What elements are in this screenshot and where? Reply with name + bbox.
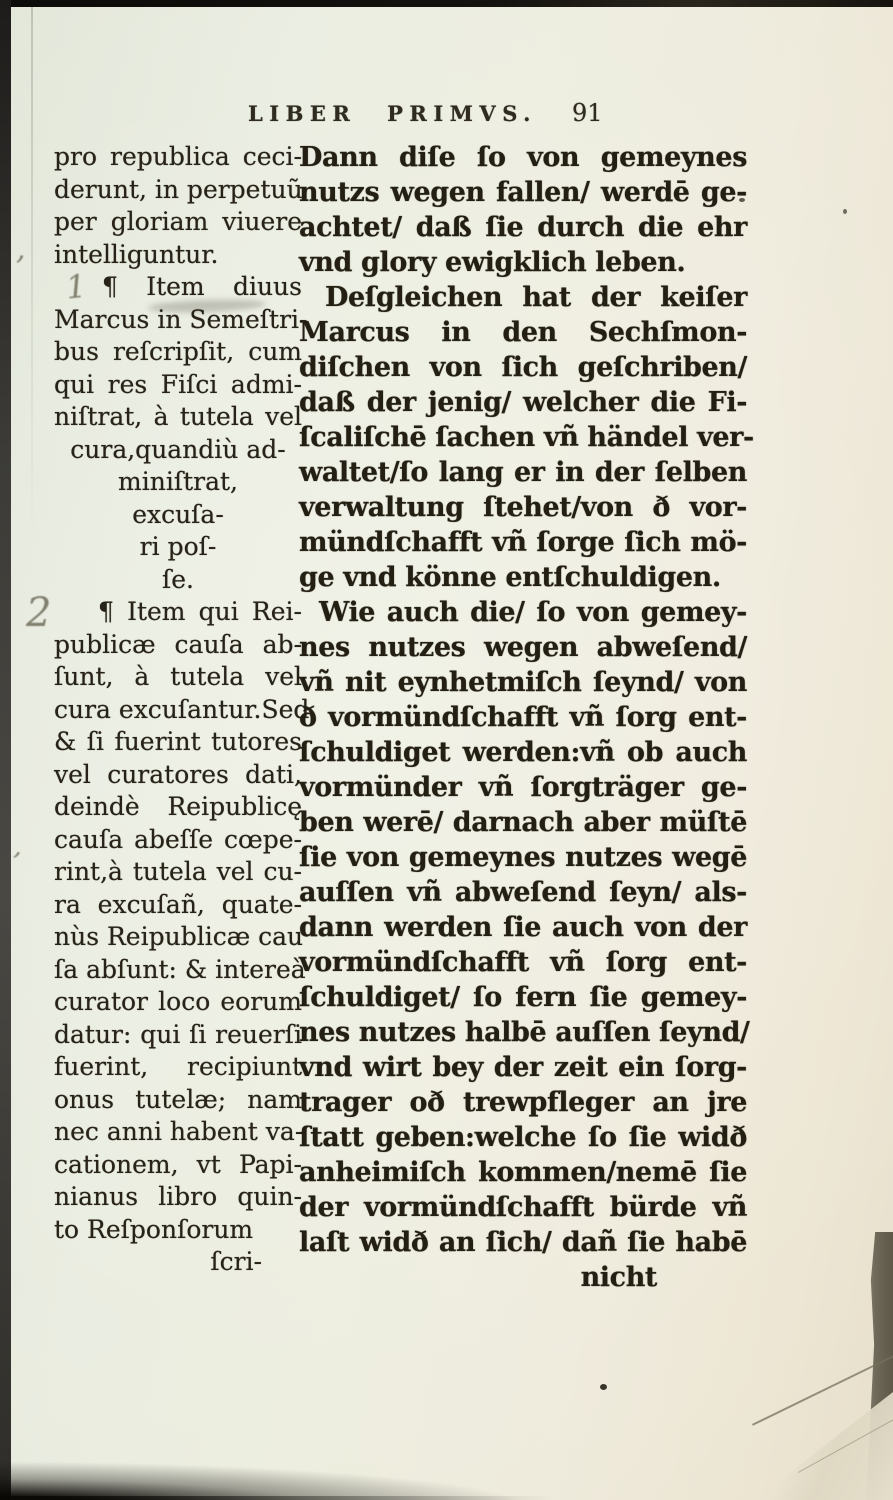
- text-line: & ſi fuerint tutores: [54, 727, 302, 756]
- bottom-left-shadow: [0, 1462, 520, 1500]
- text-line: auſſen vñ abweſend ſeyn/ als-: [299, 877, 747, 908]
- text-line: vñ nit eynhetmiſch ſeynd/ von: [299, 667, 747, 698]
- text-line: ſa abſunt: & intereà: [54, 954, 306, 984]
- text-line: ¶ Item qui Rei-: [98, 597, 302, 626]
- text-line: Marcus in Semeſtri-: [54, 304, 308, 334]
- text-line: ri poſ-: [139, 532, 217, 561]
- text-line: cura excuſantur.Sed: [54, 694, 310, 724]
- page-number: 91: [572, 99, 603, 127]
- text-line: nec anni habent va-: [54, 1117, 304, 1146]
- text-line: ſie von gemeynes nutzes wegē: [299, 842, 747, 873]
- bottom-edge-line: [0, 1496, 554, 1500]
- text-line: ð vormündſchafft vñ ſorg ent-: [299, 702, 747, 733]
- text-line: mündſchafft vñ ſorge ſich mö-: [299, 527, 747, 558]
- text-line: ſtatt geben:welche ſo ſie widð: [299, 1122, 747, 1153]
- text-line: ſchuldiget werden:vñ ob auch: [299, 737, 747, 768]
- text-line: derunt, in perpetuũ: [54, 174, 303, 204]
- text-line: deindè Reipublicę: [54, 792, 302, 821]
- text-line: daß der jenig/ welcher die Fi-: [299, 387, 747, 418]
- text-line: vormündſchafft vñ ſorg ent-: [299, 947, 747, 978]
- text-line: rint,à tutela vel cu-: [54, 857, 302, 886]
- text-line: vel curatores dati,: [54, 759, 302, 789]
- handwritten-margin-mark: ʼ: [6, 847, 22, 879]
- handwritten-margin-mark: 1: [64, 267, 89, 307]
- photo-top-edge: [0, 0, 893, 7]
- text-line: to Reſponſorum: [54, 1214, 254, 1244]
- text-line: miniſtrat,: [118, 467, 238, 496]
- text-line: diſchen von ſich geſchriben/: [299, 352, 747, 383]
- text-line: cauſa abeſſe cœpe-: [54, 824, 302, 854]
- text-line: fuerint, recipiunt: [54, 1052, 302, 1081]
- text-line: Deſgleichen hat der keiſer: [325, 282, 747, 313]
- text-line: Marcus in den Sechſmon-: [299, 317, 747, 348]
- ink-speck: [600, 1384, 607, 1390]
- text-line: nes nutzes wegen abweſend/: [299, 632, 747, 663]
- text-line: nes nutzes halbē auſſen ſeynd/: [299, 1017, 750, 1048]
- text-line: excuſa-: [132, 499, 224, 529]
- text-line: nùs Reipublicæ cau: [54, 922, 304, 951]
- text-line: cura,quandiù ad-: [70, 434, 286, 464]
- text-line: ra excuſañ, quate-: [54, 889, 302, 919]
- text-line: trager oð trewpfleger an jre: [299, 1087, 747, 1118]
- handwritten-margin-mark: 2: [26, 590, 52, 636]
- folded-corner: [743, 1380, 893, 1500]
- text-line: onus tutelæ; nam: [54, 1084, 302, 1114]
- text-line: ge vnd könne entſchuldigen.: [299, 562, 721, 593]
- text-line: qui res Fiſci admi-: [54, 369, 302, 399]
- text-line: laſt widð an ſich/ dañ ſie habē: [299, 1227, 747, 1258]
- text-line: vormünder vñ ſorgträger ge-: [299, 772, 747, 803]
- page-fold-line: [31, 7, 33, 547]
- text-line: niſtrat, à tutela vel: [54, 402, 302, 431]
- text-line: Dann diſe ſo von gemeynes: [299, 142, 747, 173]
- text-line: bus reſcripſit, cum: [54, 337, 302, 366]
- text-line: achtet/ daß ſie durch die ehr: [299, 212, 747, 243]
- text-line: nianus libro quin-: [54, 1182, 302, 1211]
- text-line: der vormündſchafft bürde vñ: [299, 1192, 747, 1223]
- text-line: ſunt, à tutela vel: [54, 662, 302, 691]
- text-line: ſe.: [162, 564, 194, 594]
- text-line: waltet/ſo lang er in der ſelben: [299, 457, 747, 488]
- text-line: nutzs wegen fallen/ werdē ge-: [299, 177, 747, 208]
- running-title: LIBER PRIMVS.: [248, 101, 537, 126]
- text-line: ſcaliſchē ſachen vñ händel ver-: [299, 422, 754, 453]
- german-column: [299, 140, 754, 1295]
- text-line: ben werē/ darnach aber müſtē: [299, 807, 747, 838]
- text-line: datur: qui ſi reuerſi: [54, 1019, 302, 1049]
- text-line: intelliguntur.: [54, 239, 219, 269]
- text-line: curator loco eorum: [54, 987, 302, 1016]
- handwritten-margin-mark: ,: [16, 232, 26, 267]
- text-line: ſcri-: [210, 1247, 262, 1276]
- text-line: dann werden ſie auch von der: [299, 912, 747, 943]
- text-line: Wie auch die/ ſo von gemey-: [319, 597, 747, 628]
- text-line: vnd glory ewigklich leben.: [299, 247, 686, 278]
- text-line: ſchuldiget/ ſo fern ſie gemey-: [299, 982, 747, 1013]
- latin-column: [54, 141, 310, 1279]
- text-line: publicæ cauſa ab-: [54, 629, 302, 659]
- text-line: pro republica ceci-: [54, 142, 302, 171]
- text-line: cationem, vt Papi-: [54, 1149, 302, 1179]
- text-line: ¶ Item diuus: [102, 272, 302, 301]
- text-line: verwaltung ſtehet/von ð vor-: [299, 492, 747, 523]
- text-line: vnd wirt bey der zeit ein ſorg-: [299, 1052, 747, 1083]
- text-line: anheimiſch kommen/nemē ſie: [299, 1157, 747, 1188]
- book-gutter-edge: [0, 0, 11, 1500]
- text-line: per gloriam viuere: [54, 207, 302, 236]
- ink-speck: [843, 209, 847, 214]
- text-line: nicht: [580, 1262, 657, 1293]
